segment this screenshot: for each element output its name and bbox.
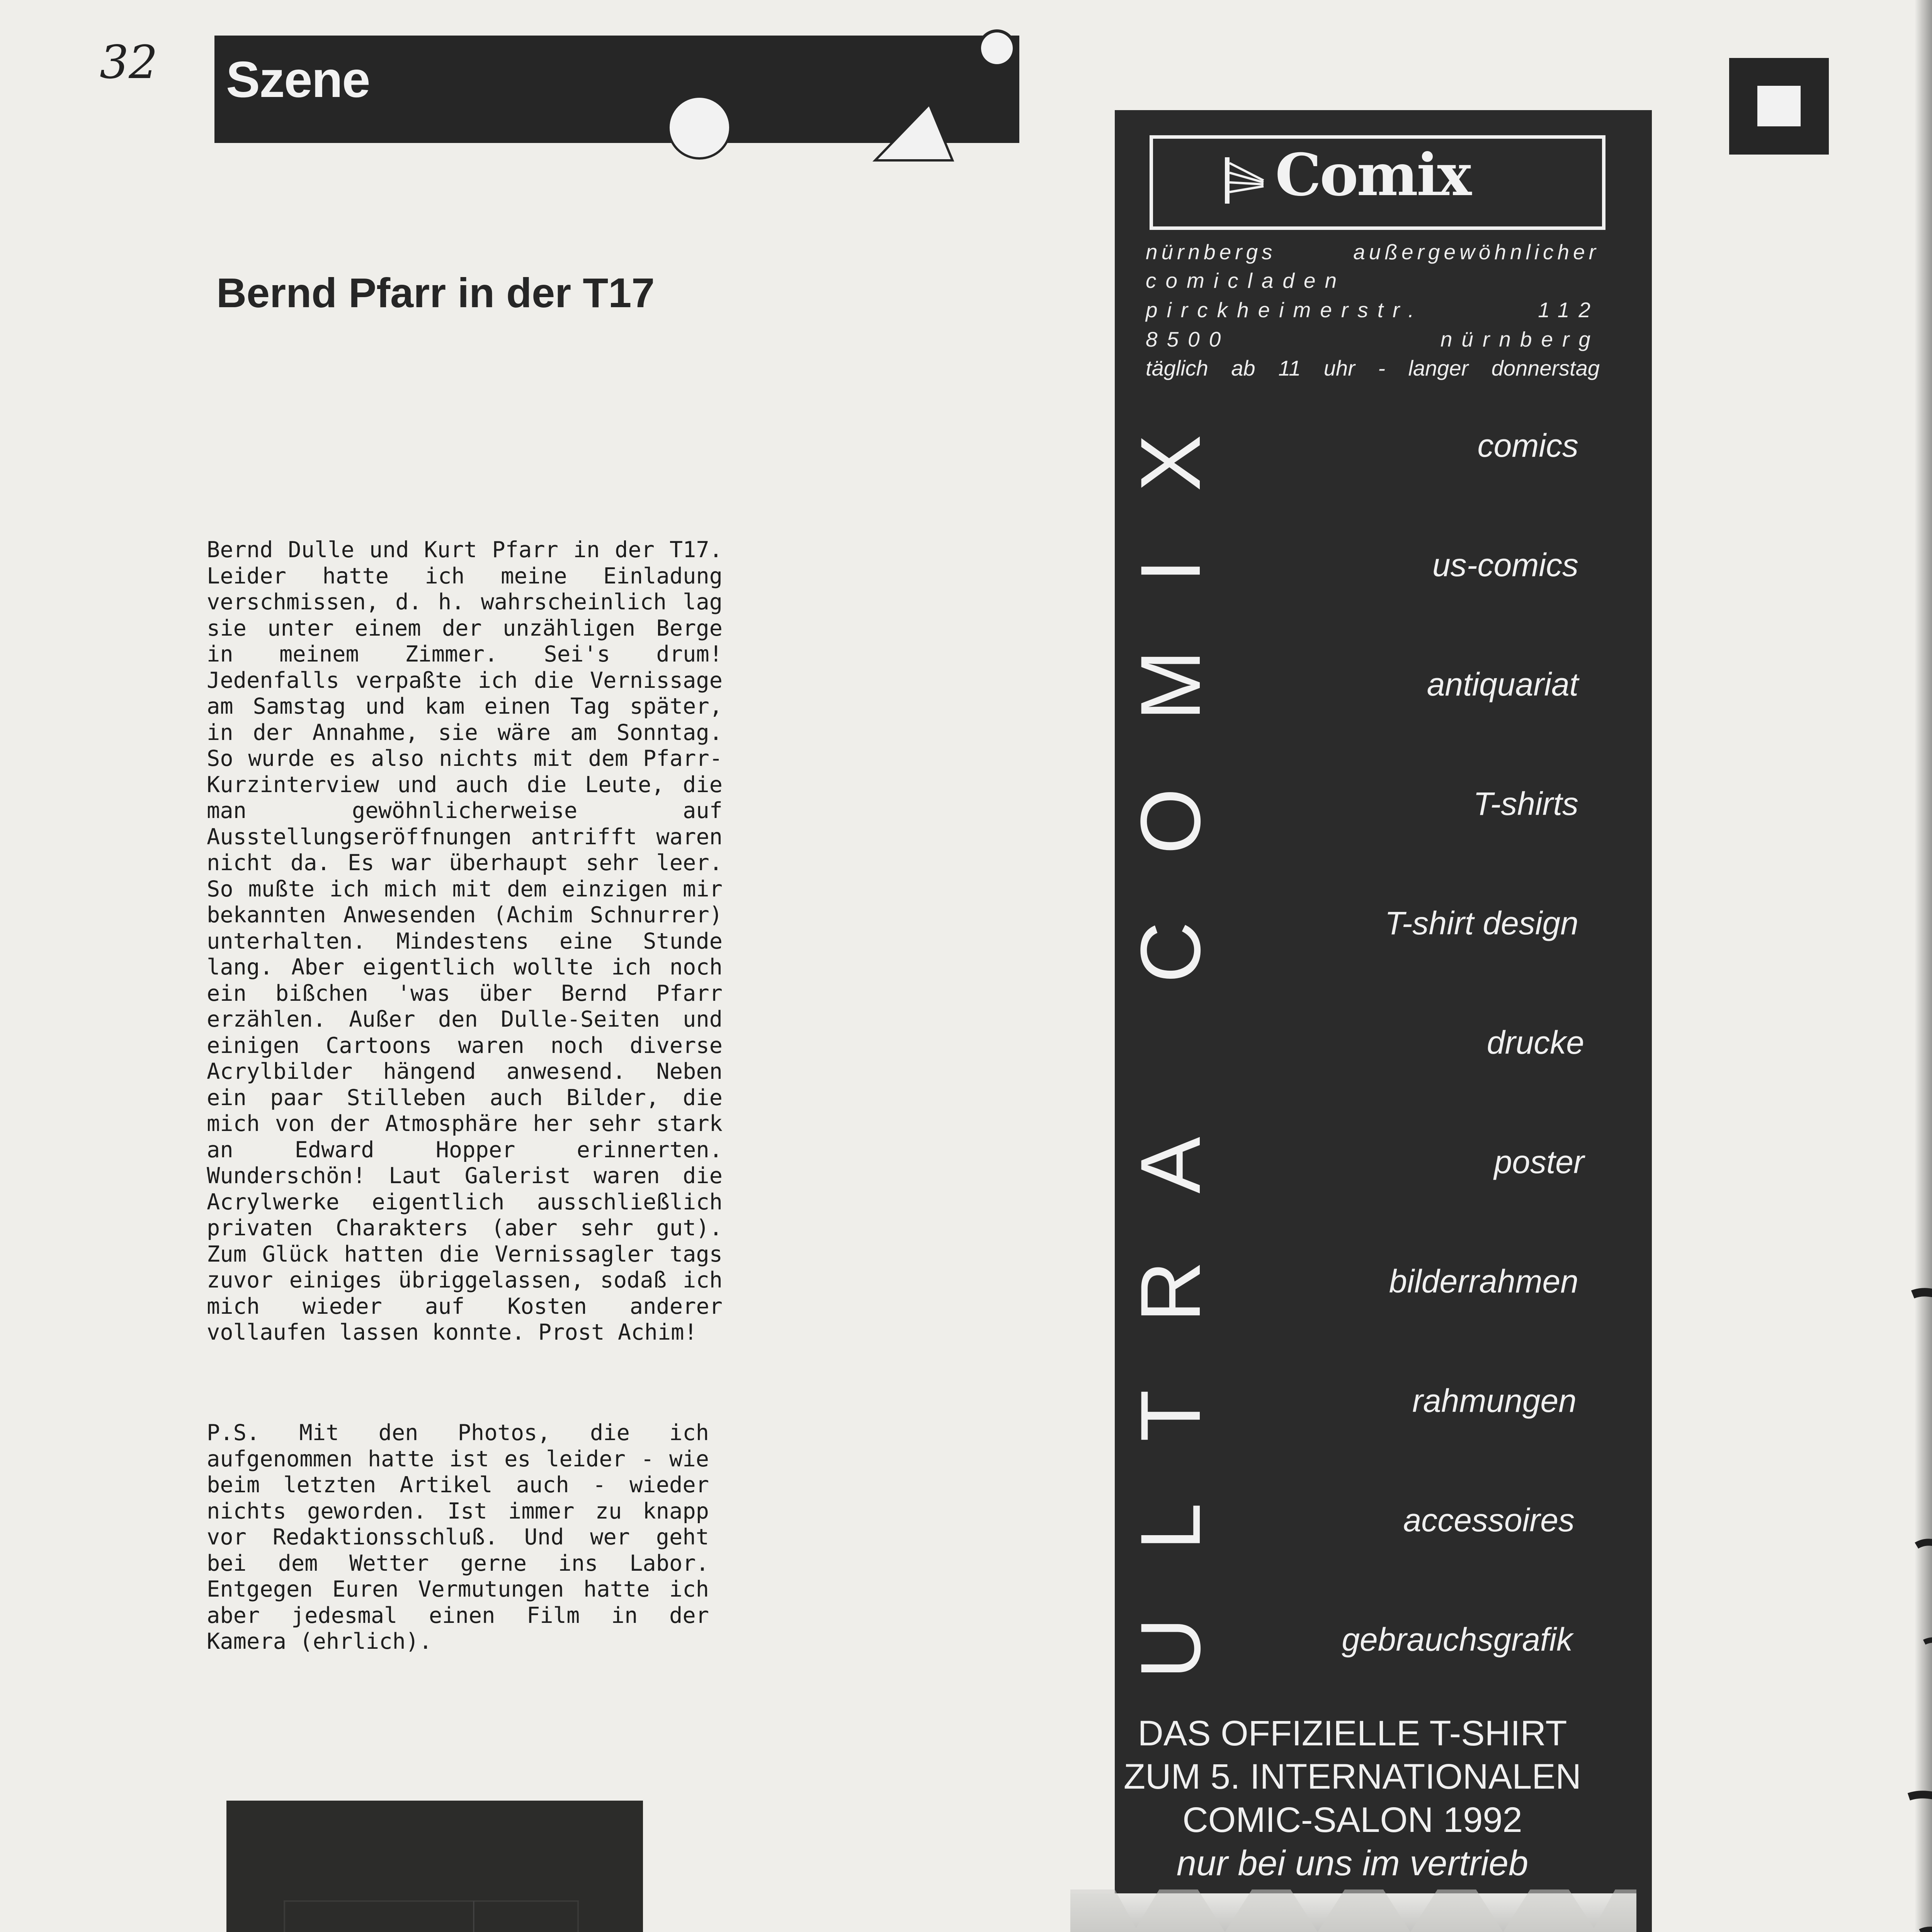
ultra-comix-text: ULTRA COMIX <box>1123 435 1218 1679</box>
article-postscript: P.S. Mit den Photos, die ich aufgenommen hatte ist es leider - wie beim letzten Artikel auch - wieder nichts geworden. Ist immer zu knapp vor Redaktionsschluß. Und wer geht bei dem Wetter gerne ins Labor. Entgegen Euren Vermutungen hatte ich aber jedesmal einen Film in der Kamera (ehrlich). <box>207 1420 709 1654</box>
ultra-comix-vertical-title <box>1117 423 1233 1679</box>
tshirt-line-3: COMIC-SALON 1992 <box>1182 1800 1522 1840</box>
ad-service-t-shirt-design: T-shirt design <box>1384 905 1578 941</box>
ad-service-gebrauchsgrafik: gebrauchsgrafik <box>1342 1621 1573 1658</box>
ad-opening-hours: täglich ab 11 uhr - langer donnerstag <box>1146 356 1600 380</box>
ad-service-bilderrahmen: bilderrahmen <box>1389 1263 1578 1299</box>
ad-address-city: 8500 nürnberg <box>1146 327 1600 351</box>
section-label: Szene <box>226 51 370 108</box>
comix-logo-text: Comix <box>1275 141 1470 209</box>
article-headline: Bernd Pfarr in der T17 <box>216 269 655 316</box>
zigzag-ornament-icon <box>1070 1889 1636 1932</box>
ad-service-accessoires: accessoires <box>1403 1502 1575 1538</box>
page-corner-square-inner <box>1757 86 1801 126</box>
tshirt-line-2: ZUM 5. INTERNATIONALEN <box>1123 1757 1582 1796</box>
ad-tagline-2: comicladen <box>1146 269 1346 293</box>
tshirt-line-1: DAS OFFIZIELLE T-SHIRT <box>1138 1714 1567 1753</box>
ad-tshirt-promo <box>1078 1712 1627 1885</box>
page-number: 32 <box>100 36 158 89</box>
neighbor-page-sketch <box>1901 1140 1932 1932</box>
triangle-ornament-icon <box>871 99 956 164</box>
ad-service-drucke: drucke <box>1486 1024 1584 1061</box>
ad-service-us-comics: us-comics <box>1432 547 1578 583</box>
photo-texture <box>226 1801 643 1932</box>
circle-ornament-icon <box>665 93 734 162</box>
small-circle-ornament-icon <box>976 27 1018 70</box>
ad-tagline: nürnbergs außergewöhnlicher <box>1146 240 1600 264</box>
ad-service-antiquariat: antiquariat <box>1427 666 1578 702</box>
article-body: Bernd Dulle und Kurt Pfarr in der T17. Leider hatte ich meine Einladung verschmissen, d. h. wahrscheinlich lag sie unter einem der unzähligen Berge in meinem Zimmer. Sei's drum! Jedenfalls verpaßte ich die Vernissage am Samstag und kam einen Tag später, in der Annahme, sie wäre am Sonntag. So wurde es also nichts mit dem Pfarr-Kurzinterview und auch die Leute, die man gewöhnlicherweise auf Ausstellungseröffnungen antrifft waren nicht da. Es war überhaupt sehr leer. So mußte ich mich mit dem einzigen mir bekannten Anwesenden (Achim Schnurrer) unterhalten. Mindestens eine Stunde lang. Aber eigentlich wollte ich noch ein bißchen 'was über Bernd Pfarr erzählen. Außer den Dulle-Seiten und einigen Cartoons waren noch diverse Acrylbilder hängend anwesend. Neben ein paar Stilleben auch Bilder, die mich von der Atmosphäre her sehr stark an Edward Hopper erinnerten. Wunderschön! Laut Galerist waren die Acrylwerke eigentlich ausschließlich privaten Charakters (aber sehr gut). Zum Glück hatten die Vernissagler tags zuvor einiges übriggelassen, sodaß ich mich wieder auf Kosten anderer vollaufen lassen konnte. Prost Achim! <box>207 537 723 1345</box>
ad-service-rahmungen: rahmungen <box>1412 1383 1577 1419</box>
exhibition-photo <box>226 1801 643 1932</box>
comix-logo-icon <box>1221 151 1267 209</box>
ad-address-street: pirckheimerstr. 112 <box>1146 298 1600 322</box>
ad-service-comics: comics <box>1477 427 1578 464</box>
tshirt-line-4: nur bei uns im vertrieb <box>1176 1844 1529 1883</box>
ad-service-t-shirts: T-shirts <box>1473 786 1578 822</box>
ad-service-poster: poster <box>1494 1144 1584 1180</box>
